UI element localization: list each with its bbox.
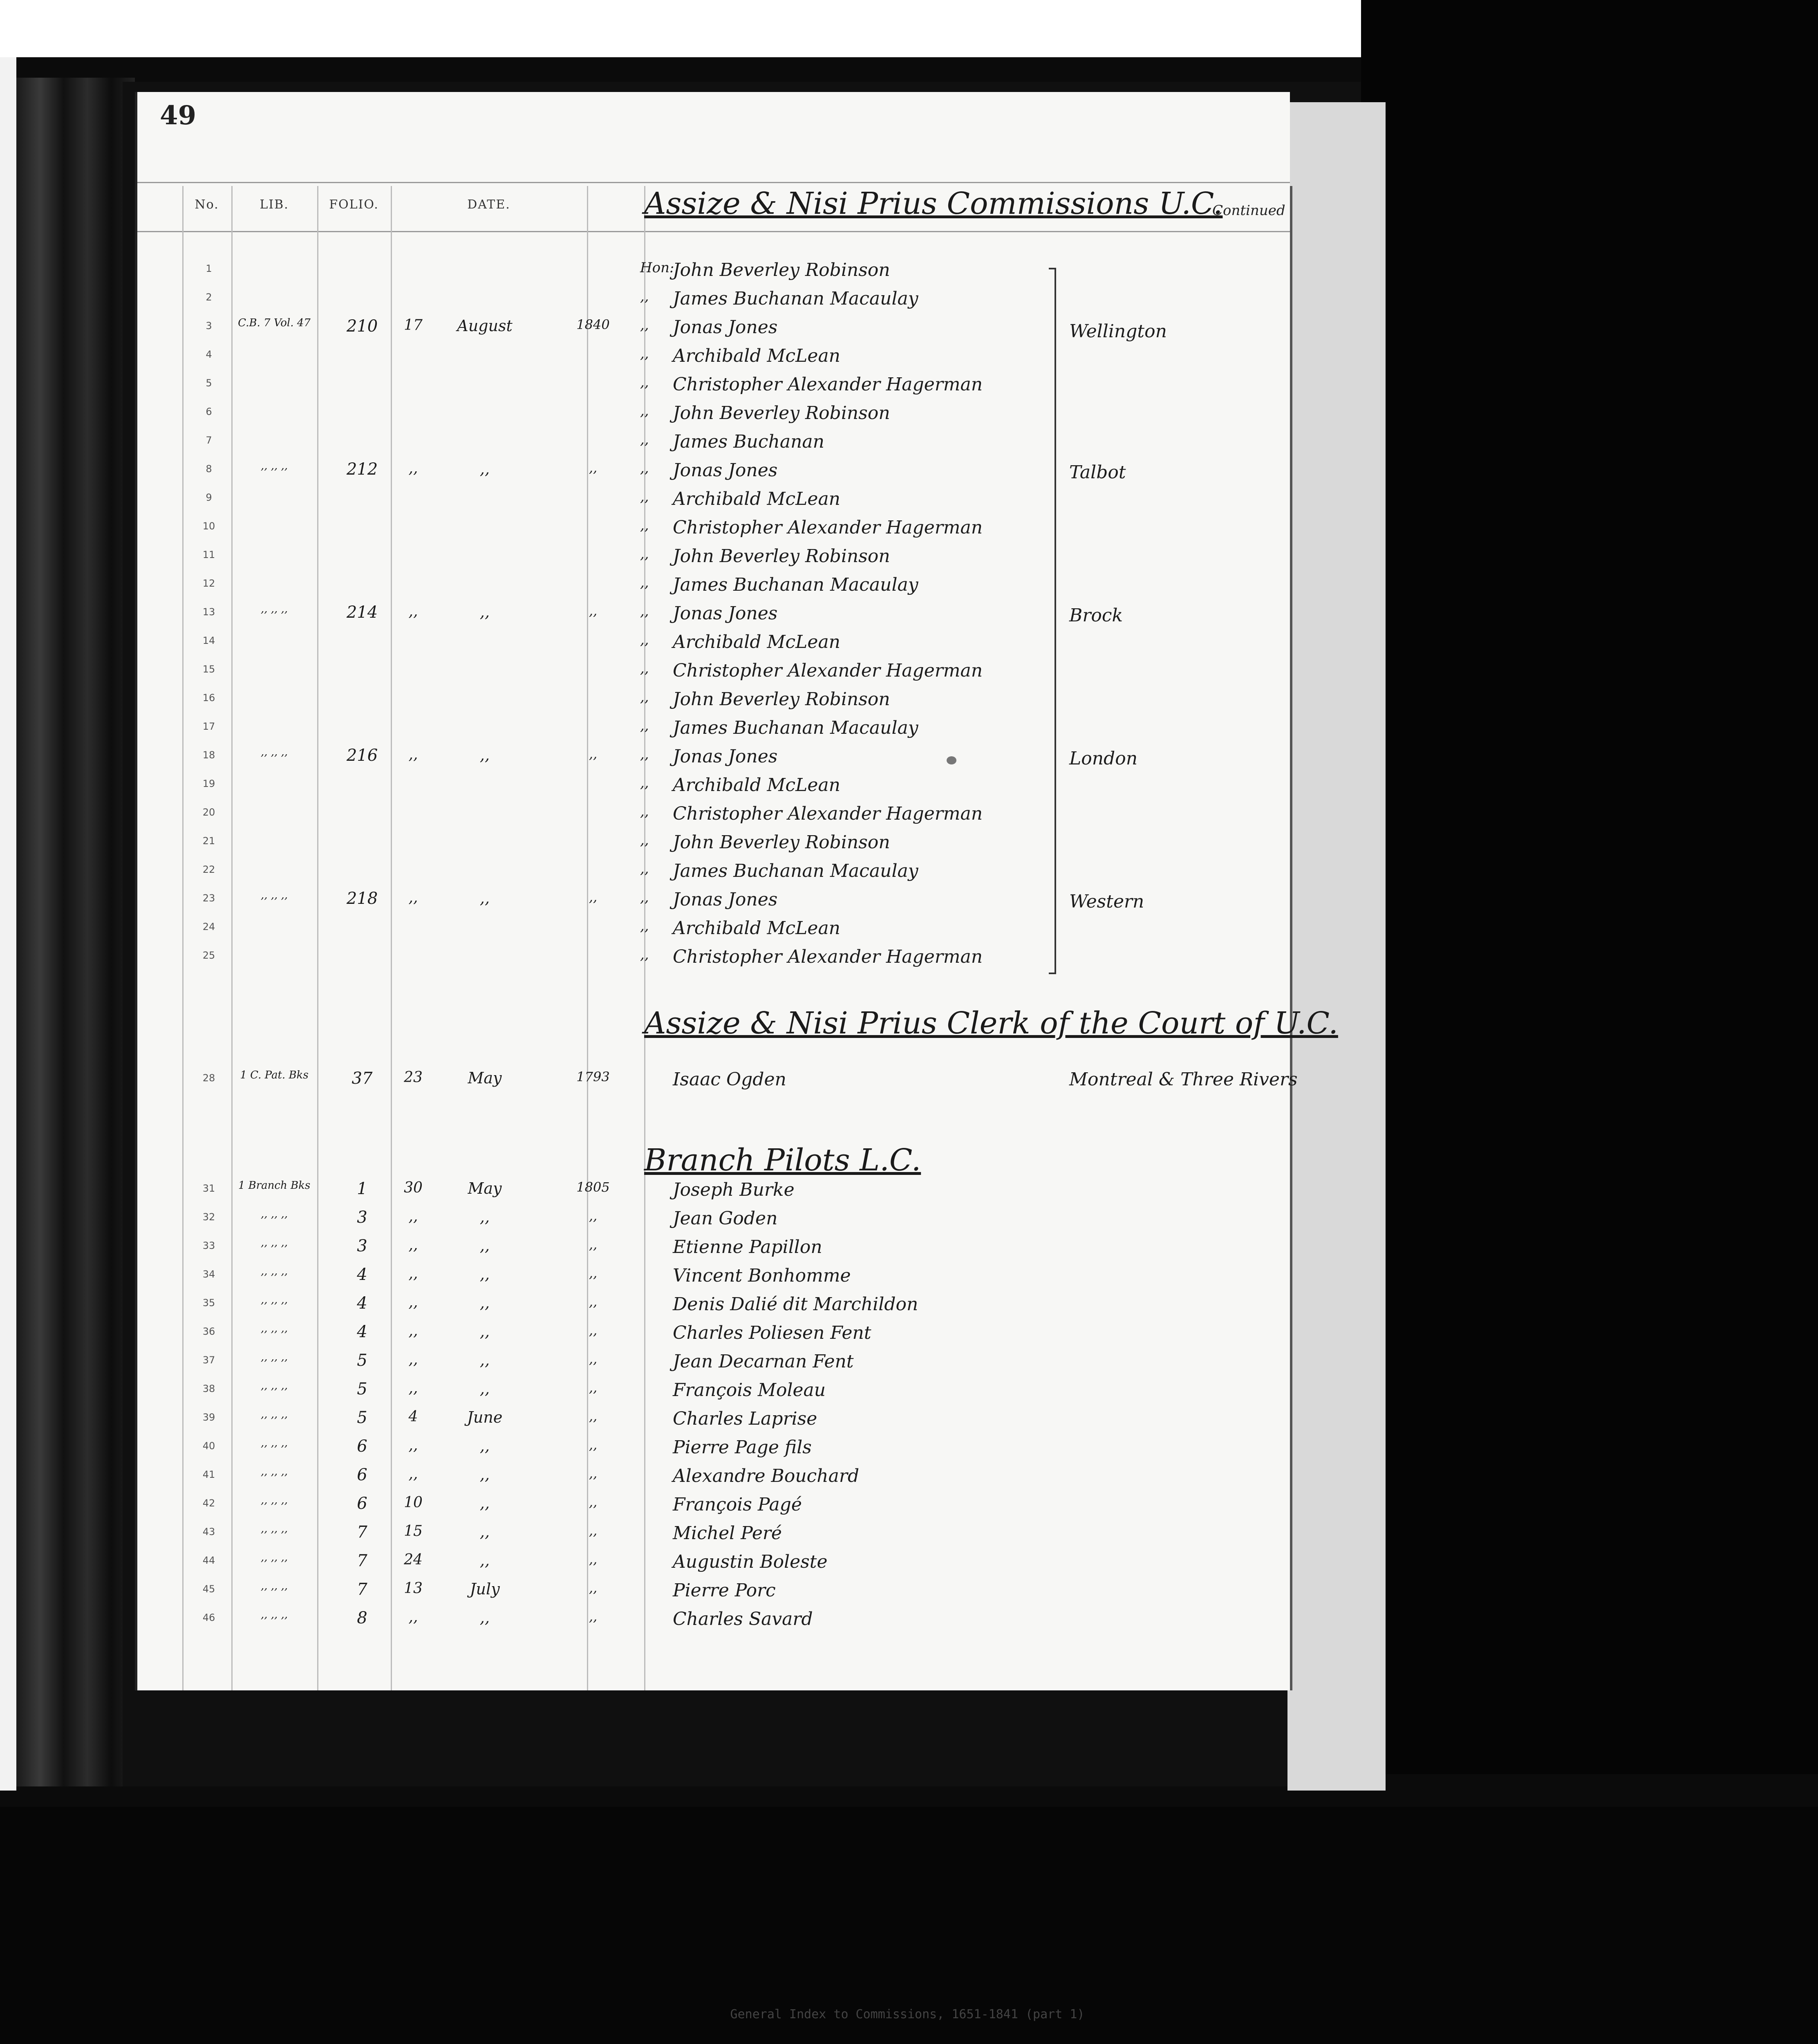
entry-lib: ,, ,, ,, bbox=[260, 603, 288, 615]
entry-folio: 6 bbox=[357, 1437, 367, 1456]
ledger-row bbox=[137, 1261, 1290, 1290]
entry-name: Jonas Jones bbox=[673, 317, 778, 338]
ledger-row bbox=[137, 427, 1290, 456]
entry-name: Jonas Jones bbox=[673, 889, 778, 910]
entry-name: Charles Savard bbox=[673, 1609, 813, 1629]
entry-month: ,, bbox=[479, 1551, 490, 1569]
entry-month: ,, bbox=[479, 1208, 490, 1226]
entry-no: 20 bbox=[202, 807, 215, 818]
entry-year: ,, bbox=[589, 1580, 598, 1596]
entry-no: 39 bbox=[202, 1412, 215, 1423]
section-title-assize-commissions: Assize & Nisi Prius Commissions U.C. bbox=[644, 186, 1223, 221]
entry-month: June bbox=[467, 1408, 503, 1426]
entry-folio: 3 bbox=[357, 1237, 367, 1255]
entry-honor: ,, bbox=[640, 717, 649, 734]
entry-month: ,, bbox=[479, 603, 490, 621]
entry-folio: 212 bbox=[346, 460, 378, 479]
entry-folio: 210 bbox=[346, 317, 378, 336]
entry-no: 38 bbox=[202, 1383, 215, 1394]
entry-honor: ,, bbox=[640, 317, 649, 333]
entry-day: 23 bbox=[404, 1069, 423, 1086]
entry-no: 40 bbox=[202, 1440, 215, 1452]
entry-name: James Buchanan Macaulay bbox=[673, 861, 918, 881]
entry-month: May bbox=[468, 1069, 502, 1087]
entry-lib: ,, ,, ,, bbox=[260, 1237, 288, 1249]
entry-no: 22 bbox=[202, 864, 215, 875]
entry-no: 43 bbox=[202, 1526, 215, 1537]
entry-honor: ,, bbox=[640, 775, 649, 791]
entry-name: John Beverley Robinson bbox=[673, 832, 890, 853]
entry-day: ,, bbox=[408, 1609, 418, 1625]
entry-lib: ,, ,, ,, bbox=[260, 1466, 288, 1478]
entry-lib: ,, ,, ,, bbox=[260, 889, 288, 901]
film-left-border bbox=[0, 57, 16, 1791]
entry-day: 30 bbox=[404, 1179, 423, 1196]
ledger-row bbox=[137, 484, 1290, 513]
ledger-row bbox=[137, 828, 1290, 856]
entry-month: ,, bbox=[479, 889, 490, 907]
ledger-row bbox=[137, 1233, 1290, 1261]
ledger-row bbox=[137, 685, 1290, 713]
ledger-row bbox=[137, 1404, 1290, 1433]
entry-region: Montreal & Three Rivers bbox=[1069, 1069, 1298, 1090]
ledger-row bbox=[137, 1490, 1290, 1519]
entry-no: 44 bbox=[202, 1555, 215, 1566]
entry-no: 34 bbox=[202, 1269, 215, 1280]
entry-name: Etienne Papillon bbox=[673, 1237, 822, 1257]
entry-no: 11 bbox=[202, 549, 215, 560]
entry-name: James Buchanan Macaulay bbox=[673, 717, 918, 738]
entry-day: ,, bbox=[408, 1294, 418, 1311]
entry-name: Denis Dalié dit Marchildon bbox=[673, 1294, 918, 1315]
entry-month: ,, bbox=[479, 746, 490, 764]
ledger-row bbox=[137, 942, 1290, 971]
entry-no: 1 bbox=[206, 263, 212, 274]
ledger-row bbox=[137, 656, 1290, 685]
entry-year: ,, bbox=[589, 603, 598, 619]
ledger-row bbox=[137, 513, 1290, 542]
ledger-row bbox=[137, 370, 1290, 399]
entry-day: ,, bbox=[408, 460, 418, 477]
entry-name: Jonas Jones bbox=[673, 603, 778, 624]
entry-folio: 216 bbox=[346, 746, 378, 765]
entry-day: ,, bbox=[408, 603, 418, 620]
entry-year: ,, bbox=[589, 1322, 598, 1338]
entry-year: ,, bbox=[589, 1208, 598, 1224]
entry-honor: ,, bbox=[640, 603, 649, 619]
entry-name: Isaac Ogden bbox=[673, 1069, 786, 1090]
entry-month: ,, bbox=[479, 1609, 490, 1627]
column-header-date: DATE. bbox=[467, 197, 510, 212]
ledger-row bbox=[137, 1175, 1290, 1204]
entry-name: Pierre Porc bbox=[673, 1580, 776, 1601]
entry-folio: 4 bbox=[357, 1294, 367, 1313]
column-header-lib: LIB. bbox=[260, 197, 289, 212]
entry-year: ,, bbox=[589, 1494, 598, 1510]
entry-name: John Beverley Robinson bbox=[673, 546, 890, 567]
ledger-row bbox=[137, 713, 1290, 742]
entry-honor: ,, bbox=[640, 632, 649, 648]
ledger-row bbox=[137, 1318, 1290, 1347]
entry-no: 19 bbox=[202, 778, 215, 789]
ledger-row bbox=[137, 570, 1290, 599]
entry-year: ,, bbox=[589, 1551, 598, 1567]
entry-no: 46 bbox=[202, 1612, 215, 1623]
entry-day: ,, bbox=[408, 1466, 418, 1482]
entry-day: ,, bbox=[408, 1208, 418, 1225]
entry-no: 25 bbox=[202, 950, 215, 961]
page-number: 49 bbox=[160, 100, 197, 131]
entry-folio: 7 bbox=[357, 1523, 367, 1542]
entry-no: 9 bbox=[206, 492, 212, 503]
entry-honor: Hon: bbox=[640, 260, 674, 276]
entry-honor: ,, bbox=[640, 374, 649, 390]
entry-no: 13 bbox=[202, 606, 215, 618]
entry-year: ,, bbox=[589, 1466, 598, 1481]
entry-day: ,, bbox=[408, 1322, 418, 1339]
entry-lib: ,, ,, ,, bbox=[260, 746, 288, 758]
ledger-row bbox=[137, 341, 1290, 370]
entry-day: ,, bbox=[408, 1237, 418, 1253]
film-top-border bbox=[0, 0, 1361, 57]
entry-no: 10 bbox=[202, 520, 215, 532]
entry-name: Archibald McLean bbox=[673, 345, 841, 366]
entry-day: 13 bbox=[404, 1580, 423, 1597]
entry-no: 5 bbox=[206, 377, 212, 389]
entry-folio: 7 bbox=[357, 1551, 367, 1570]
entry-year: 1793 bbox=[576, 1069, 610, 1085]
entry-honor: ,, bbox=[640, 832, 649, 848]
entry-no: 6 bbox=[206, 406, 212, 417]
entry-no: 35 bbox=[202, 1297, 215, 1309]
entry-name: Alexandre Bouchard bbox=[673, 1466, 860, 1486]
entry-no: 28 bbox=[202, 1072, 215, 1084]
entry-name: Joseph Burke bbox=[673, 1179, 795, 1200]
entry-name: Charles Laprise bbox=[673, 1408, 817, 1429]
entry-no: 17 bbox=[202, 721, 215, 732]
ledger-row bbox=[137, 284, 1290, 313]
entry-name: Jonas Jones bbox=[673, 746, 778, 767]
entry-folio: 1 bbox=[357, 1179, 367, 1198]
ledger-row bbox=[137, 1547, 1290, 1576]
region-label: Western bbox=[1069, 891, 1144, 912]
entry-name: Archibald McLean bbox=[673, 775, 841, 796]
ledger-row bbox=[137, 771, 1290, 799]
entry-folio: 5 bbox=[357, 1408, 367, 1427]
entry-month: ,, bbox=[479, 1265, 490, 1283]
entry-folio: 218 bbox=[346, 889, 378, 908]
ledger-row bbox=[137, 1433, 1290, 1461]
entry-lib: ,, ,, ,, bbox=[260, 1265, 288, 1278]
entry-no: 36 bbox=[202, 1326, 215, 1337]
ledger-row bbox=[137, 1461, 1290, 1490]
entry-day: ,, bbox=[408, 1380, 418, 1396]
entry-year: ,, bbox=[589, 1380, 598, 1395]
entry-year: ,, bbox=[589, 460, 598, 475]
entry-no: 33 bbox=[202, 1240, 215, 1251]
entry-day: ,, bbox=[408, 1351, 418, 1368]
ledger-row bbox=[137, 799, 1290, 828]
entry-lib: ,, ,, ,, bbox=[260, 1523, 288, 1535]
entry-no: 45 bbox=[202, 1583, 215, 1595]
microfilm-caption: General Index to Commissions, 1651-1841 (part 1) bbox=[730, 2007, 1085, 2022]
entry-name: Christopher Alexander Hagerman bbox=[673, 803, 983, 824]
ledger-row bbox=[137, 1605, 1290, 1633]
entry-name: Charles Poliesen Fent bbox=[673, 1322, 871, 1343]
section-title-clerk-of-court: Assize & Nisi Prius Clerk of the Court of U.C. bbox=[644, 1006, 1338, 1041]
entry-name: Christopher Alexander Hagerman bbox=[673, 374, 983, 395]
section-title-branch-pilots: Branch Pilots L.C. bbox=[644, 1143, 921, 1178]
entry-name: Jonas Jones bbox=[673, 460, 778, 481]
entry-no: 2 bbox=[206, 291, 212, 303]
ledger-row bbox=[137, 542, 1290, 570]
entry-folio: 37 bbox=[352, 1069, 373, 1088]
entry-honor: ,, bbox=[640, 803, 649, 820]
entry-no: 16 bbox=[202, 692, 215, 704]
entry-no: 7 bbox=[206, 435, 212, 446]
entry-honor: ,, bbox=[640, 489, 649, 505]
entry-lib: C.B. 7 Vol. 47 bbox=[238, 317, 311, 329]
entry-no: 18 bbox=[202, 749, 215, 761]
entry-day: 4 bbox=[408, 1408, 418, 1425]
entry-no: 8 bbox=[206, 463, 212, 475]
entry-year: ,, bbox=[589, 1351, 598, 1367]
ledger-row bbox=[137, 628, 1290, 656]
entry-honor: ,, bbox=[640, 403, 649, 419]
entry-year: ,, bbox=[589, 1408, 598, 1424]
entry-name: François Pagé bbox=[673, 1494, 802, 1515]
header-rule bbox=[137, 182, 1290, 183]
entry-folio: 214 bbox=[346, 603, 378, 622]
ledger-row bbox=[137, 1519, 1290, 1547]
entry-lib: ,, ,, ,, bbox=[260, 1609, 288, 1621]
book-page-edges bbox=[16, 78, 135, 1786]
entry-name: Christopher Alexander Hagerman bbox=[673, 946, 983, 967]
entry-no: 14 bbox=[202, 635, 215, 646]
entry-year: ,, bbox=[589, 1523, 598, 1538]
entry-day: 10 bbox=[404, 1494, 423, 1511]
entry-day: 15 bbox=[404, 1523, 423, 1540]
entry-name: Christopher Alexander Hagerman bbox=[673, 517, 983, 538]
entry-name: Jean Goden bbox=[673, 1208, 778, 1229]
entry-no: 15 bbox=[202, 663, 215, 675]
page-right-margin bbox=[1287, 102, 1386, 1791]
entry-honor: ,, bbox=[640, 889, 649, 905]
ledger-row bbox=[137, 1065, 1298, 1094]
entry-lib: ,, ,, ,, bbox=[260, 1351, 288, 1363]
entry-lib: ,, ,, ,, bbox=[260, 1437, 288, 1449]
entry-honor: ,, bbox=[640, 946, 649, 963]
continued-note: Continued bbox=[1212, 202, 1285, 219]
entry-no: 4 bbox=[206, 349, 212, 360]
entry-name: Vincent Bonhomme bbox=[673, 1265, 851, 1286]
entry-lib: ,, ,, ,, bbox=[260, 1208, 288, 1220]
entry-folio: 5 bbox=[357, 1380, 367, 1399]
entry-honor: ,, bbox=[640, 746, 649, 762]
entry-month: ,, bbox=[479, 1380, 490, 1398]
entry-year: ,, bbox=[589, 1237, 598, 1252]
entry-month: ,, bbox=[479, 1437, 490, 1455]
column-header-folio: FOLIO. bbox=[329, 197, 379, 212]
entry-name: François Moleau bbox=[673, 1380, 826, 1401]
region-label: London bbox=[1069, 748, 1138, 769]
entry-month: ,, bbox=[479, 1523, 490, 1541]
entry-year: 1840 bbox=[576, 317, 610, 332]
column-header-no: No. bbox=[195, 197, 219, 212]
entry-no: 32 bbox=[202, 1211, 215, 1223]
entry-name: Augustin Boleste bbox=[673, 1551, 828, 1572]
entry-month: ,, bbox=[479, 1494, 490, 1512]
entry-no: 41 bbox=[202, 1469, 215, 1480]
entry-no: 23 bbox=[202, 892, 215, 904]
entry-name: James Buchanan Macaulay bbox=[673, 288, 918, 309]
entry-year: ,, bbox=[589, 889, 598, 905]
entry-day: ,, bbox=[408, 889, 418, 906]
ledger-row bbox=[137, 1204, 1290, 1233]
entry-day: ,, bbox=[408, 746, 418, 763]
entry-name: John Beverley Robinson bbox=[673, 689, 890, 710]
entry-day: ,, bbox=[408, 1265, 418, 1282]
entry-honor: ,, bbox=[640, 546, 649, 562]
entry-no: 21 bbox=[202, 835, 215, 847]
ledger-row bbox=[137, 856, 1290, 885]
entry-folio: 6 bbox=[357, 1466, 367, 1484]
entry-folio: 4 bbox=[357, 1265, 367, 1284]
entry-name: Pierre Page fils bbox=[673, 1437, 812, 1458]
entry-honor: ,, bbox=[640, 689, 649, 705]
entry-name: Archibald McLean bbox=[673, 918, 841, 939]
entry-name: John Beverley Robinson bbox=[673, 260, 890, 280]
region-label: Brock bbox=[1069, 605, 1123, 626]
ink-smudge bbox=[947, 756, 956, 764]
header-bottom-rule bbox=[137, 231, 1290, 232]
region-bracket bbox=[1049, 268, 1056, 974]
entry-honor: ,, bbox=[640, 345, 649, 362]
film-right-background bbox=[1361, 0, 1818, 1774]
entry-honor: ,, bbox=[640, 861, 649, 877]
ledger-page bbox=[135, 92, 1338, 1690]
ledger-row bbox=[137, 1347, 1290, 1376]
entry-month: ,, bbox=[479, 1294, 490, 1312]
entry-lib: 1 C. Pat. Bks bbox=[240, 1069, 309, 1081]
entry-lib: ,, ,, ,, bbox=[260, 1494, 288, 1506]
entry-folio: 6 bbox=[357, 1494, 367, 1513]
ledger-row bbox=[137, 914, 1290, 942]
entry-year: ,, bbox=[589, 1294, 598, 1309]
ledger-row bbox=[137, 1376, 1290, 1404]
entry-folio: 8 bbox=[357, 1609, 367, 1627]
entry-month: ,, bbox=[479, 460, 490, 478]
entry-name: Archibald McLean bbox=[673, 489, 841, 509]
entry-honor: ,, bbox=[640, 431, 649, 448]
entry-year: ,, bbox=[589, 1265, 598, 1281]
entry-month: July bbox=[470, 1580, 500, 1598]
entry-name: James Buchanan Macaulay bbox=[673, 574, 918, 595]
entry-lib: 1 Branch Bks bbox=[238, 1179, 311, 1192]
entry-month: ,, bbox=[479, 1237, 490, 1255]
entry-folio: 3 bbox=[357, 1208, 367, 1227]
entry-lib: ,, ,, ,, bbox=[260, 1408, 288, 1421]
entry-day: ,, bbox=[408, 1437, 418, 1454]
entry-honor: ,, bbox=[640, 517, 649, 533]
entry-honor: ,, bbox=[640, 918, 649, 934]
entry-no: 24 bbox=[202, 921, 215, 932]
entry-no: 31 bbox=[202, 1183, 215, 1194]
region-label: Wellington bbox=[1069, 321, 1167, 342]
entry-no: 37 bbox=[202, 1354, 215, 1366]
entry-honor: ,, bbox=[640, 660, 649, 677]
entry-honor: ,, bbox=[640, 288, 649, 305]
entry-lib: ,, ,, ,, bbox=[260, 1294, 288, 1306]
entry-name: Archibald McLean bbox=[673, 632, 841, 652]
entry-name: Christopher Alexander Hagerman bbox=[673, 660, 983, 681]
entry-month: ,, bbox=[479, 1322, 490, 1340]
entry-name: John Beverley Robinson bbox=[673, 403, 890, 424]
entry-folio: 4 bbox=[357, 1322, 367, 1341]
entry-month: May bbox=[468, 1179, 502, 1197]
entry-lib: ,, ,, ,, bbox=[260, 1322, 288, 1335]
entry-year: ,, bbox=[589, 1437, 598, 1452]
ledger-row bbox=[137, 1576, 1290, 1605]
rule-line bbox=[1290, 186, 1292, 1690]
ledger-row bbox=[137, 399, 1290, 427]
entry-honor: ,, bbox=[640, 574, 649, 591]
entry-no: 12 bbox=[202, 578, 215, 589]
ledger-row bbox=[137, 1290, 1290, 1318]
entry-name: James Buchanan bbox=[673, 431, 824, 452]
entry-month: August bbox=[457, 317, 513, 335]
entry-lib: ,, ,, ,, bbox=[260, 460, 288, 472]
entry-honor: ,, bbox=[640, 460, 649, 476]
region-label: Talbot bbox=[1069, 462, 1126, 483]
entry-year: ,, bbox=[589, 746, 598, 762]
entry-folio: 5 bbox=[357, 1351, 367, 1370]
entry-year: ,, bbox=[589, 1609, 598, 1624]
entry-day: 24 bbox=[404, 1551, 423, 1568]
ledger-row bbox=[137, 256, 1290, 284]
entry-month: ,, bbox=[479, 1466, 490, 1484]
entry-year: 1805 bbox=[576, 1179, 610, 1195]
entry-lib: ,, ,, ,, bbox=[260, 1380, 288, 1392]
entry-folio: 7 bbox=[357, 1580, 367, 1599]
entry-lib: ,, ,, ,, bbox=[260, 1551, 288, 1564]
entry-day: 17 bbox=[404, 317, 423, 334]
entry-no: 3 bbox=[206, 320, 212, 332]
entry-no: 42 bbox=[202, 1497, 215, 1509]
entry-name: Jean Decarnan Fent bbox=[673, 1351, 854, 1372]
entry-month: ,, bbox=[479, 1351, 490, 1369]
entry-lib: ,, ,, ,, bbox=[260, 1580, 288, 1592]
entry-name: Michel Peré bbox=[673, 1523, 782, 1544]
